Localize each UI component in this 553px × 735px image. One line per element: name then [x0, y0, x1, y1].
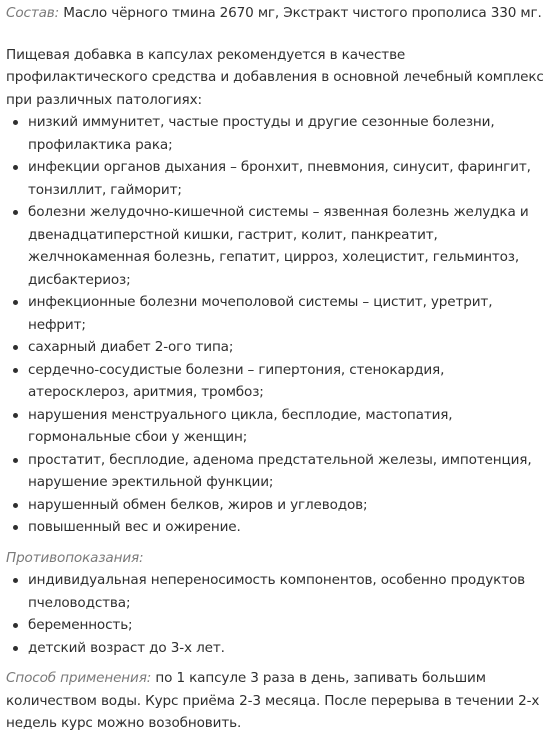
list-item: нарушения менструального цикла, бесплодие, мастопатия, гормональные сбои у женщин;	[6, 404, 547, 449]
list-item: инфекции органов дыхания – бронхит, пневмония, синусит, фарингит, тонзиллит, гайморит;	[6, 156, 547, 201]
list-item: инфекционные болезни мочеполовой системы – цистит, уретрит, нефрит;	[6, 291, 547, 336]
contraindications-list	[6, 569, 547, 659]
usage-text: по 1 капсуле 3 раза в день, запивать большим количеством воды. Курс приёма 2-3 месяца. После перерыва в течении 2-х недель курс можно возобновить.	[6, 670, 540, 731]
list-item: низкий иммунитет, частые простуды и другие сезонные болезни, профилактика рака;	[6, 111, 547, 156]
list-item: детский возраст до 3-х лет.	[6, 637, 547, 660]
list-item: нарушенный обмен белков, жиров и углеводов;	[6, 494, 547, 517]
contraindications-label: Противопоказания:	[6, 549, 144, 566]
list-item: индивидуальная непереносимость компонентов, особенно продуктов пчеловодства;	[6, 569, 547, 614]
composition-label: Состав:	[6, 5, 60, 21]
spacer	[6, 659, 547, 667]
list-item: беременность;	[6, 614, 547, 637]
usage-label: Способ применения:	[6, 670, 152, 686]
list-item: повышенный вес и ожирение.	[6, 516, 547, 539]
composition-paragraph	[6, 2, 547, 25]
composition-text: Масло чёрного тмина 2670 мг, Экстракт чистого прополиса 330 мг.	[59, 5, 542, 21]
list-item: сахарный диабет 2-ого типа;	[6, 336, 547, 359]
list-item: сердечно-сосудистые болезни – гипертония, стенокардия, атеросклероз, аритмия, тромбоз;	[6, 359, 547, 404]
indications-list	[6, 111, 547, 539]
list-item: болезни желудочно-кишечной системы – язвенная болезнь желудка и двенадцатиперстной кишки, гастрит, колит, панкреатит, желчнокаменная болезнь, гепатит, цирроз, холецистит, гельминтоз, дисбактериоз;	[6, 201, 547, 291]
intro-paragraph: Пищевая добавка в капсулах рекомендуется в качестве профилактического средства и добавления в основной лечебный комплекс при различных патологиях:	[6, 46, 544, 108]
list-item: простатит, бесплодие, аденома предстательной железы, импотенция, нарушение эректильной функции;	[6, 449, 547, 494]
spacer	[6, 539, 547, 547]
usage-paragraph	[6, 667, 547, 735]
spacer	[6, 25, 547, 44]
